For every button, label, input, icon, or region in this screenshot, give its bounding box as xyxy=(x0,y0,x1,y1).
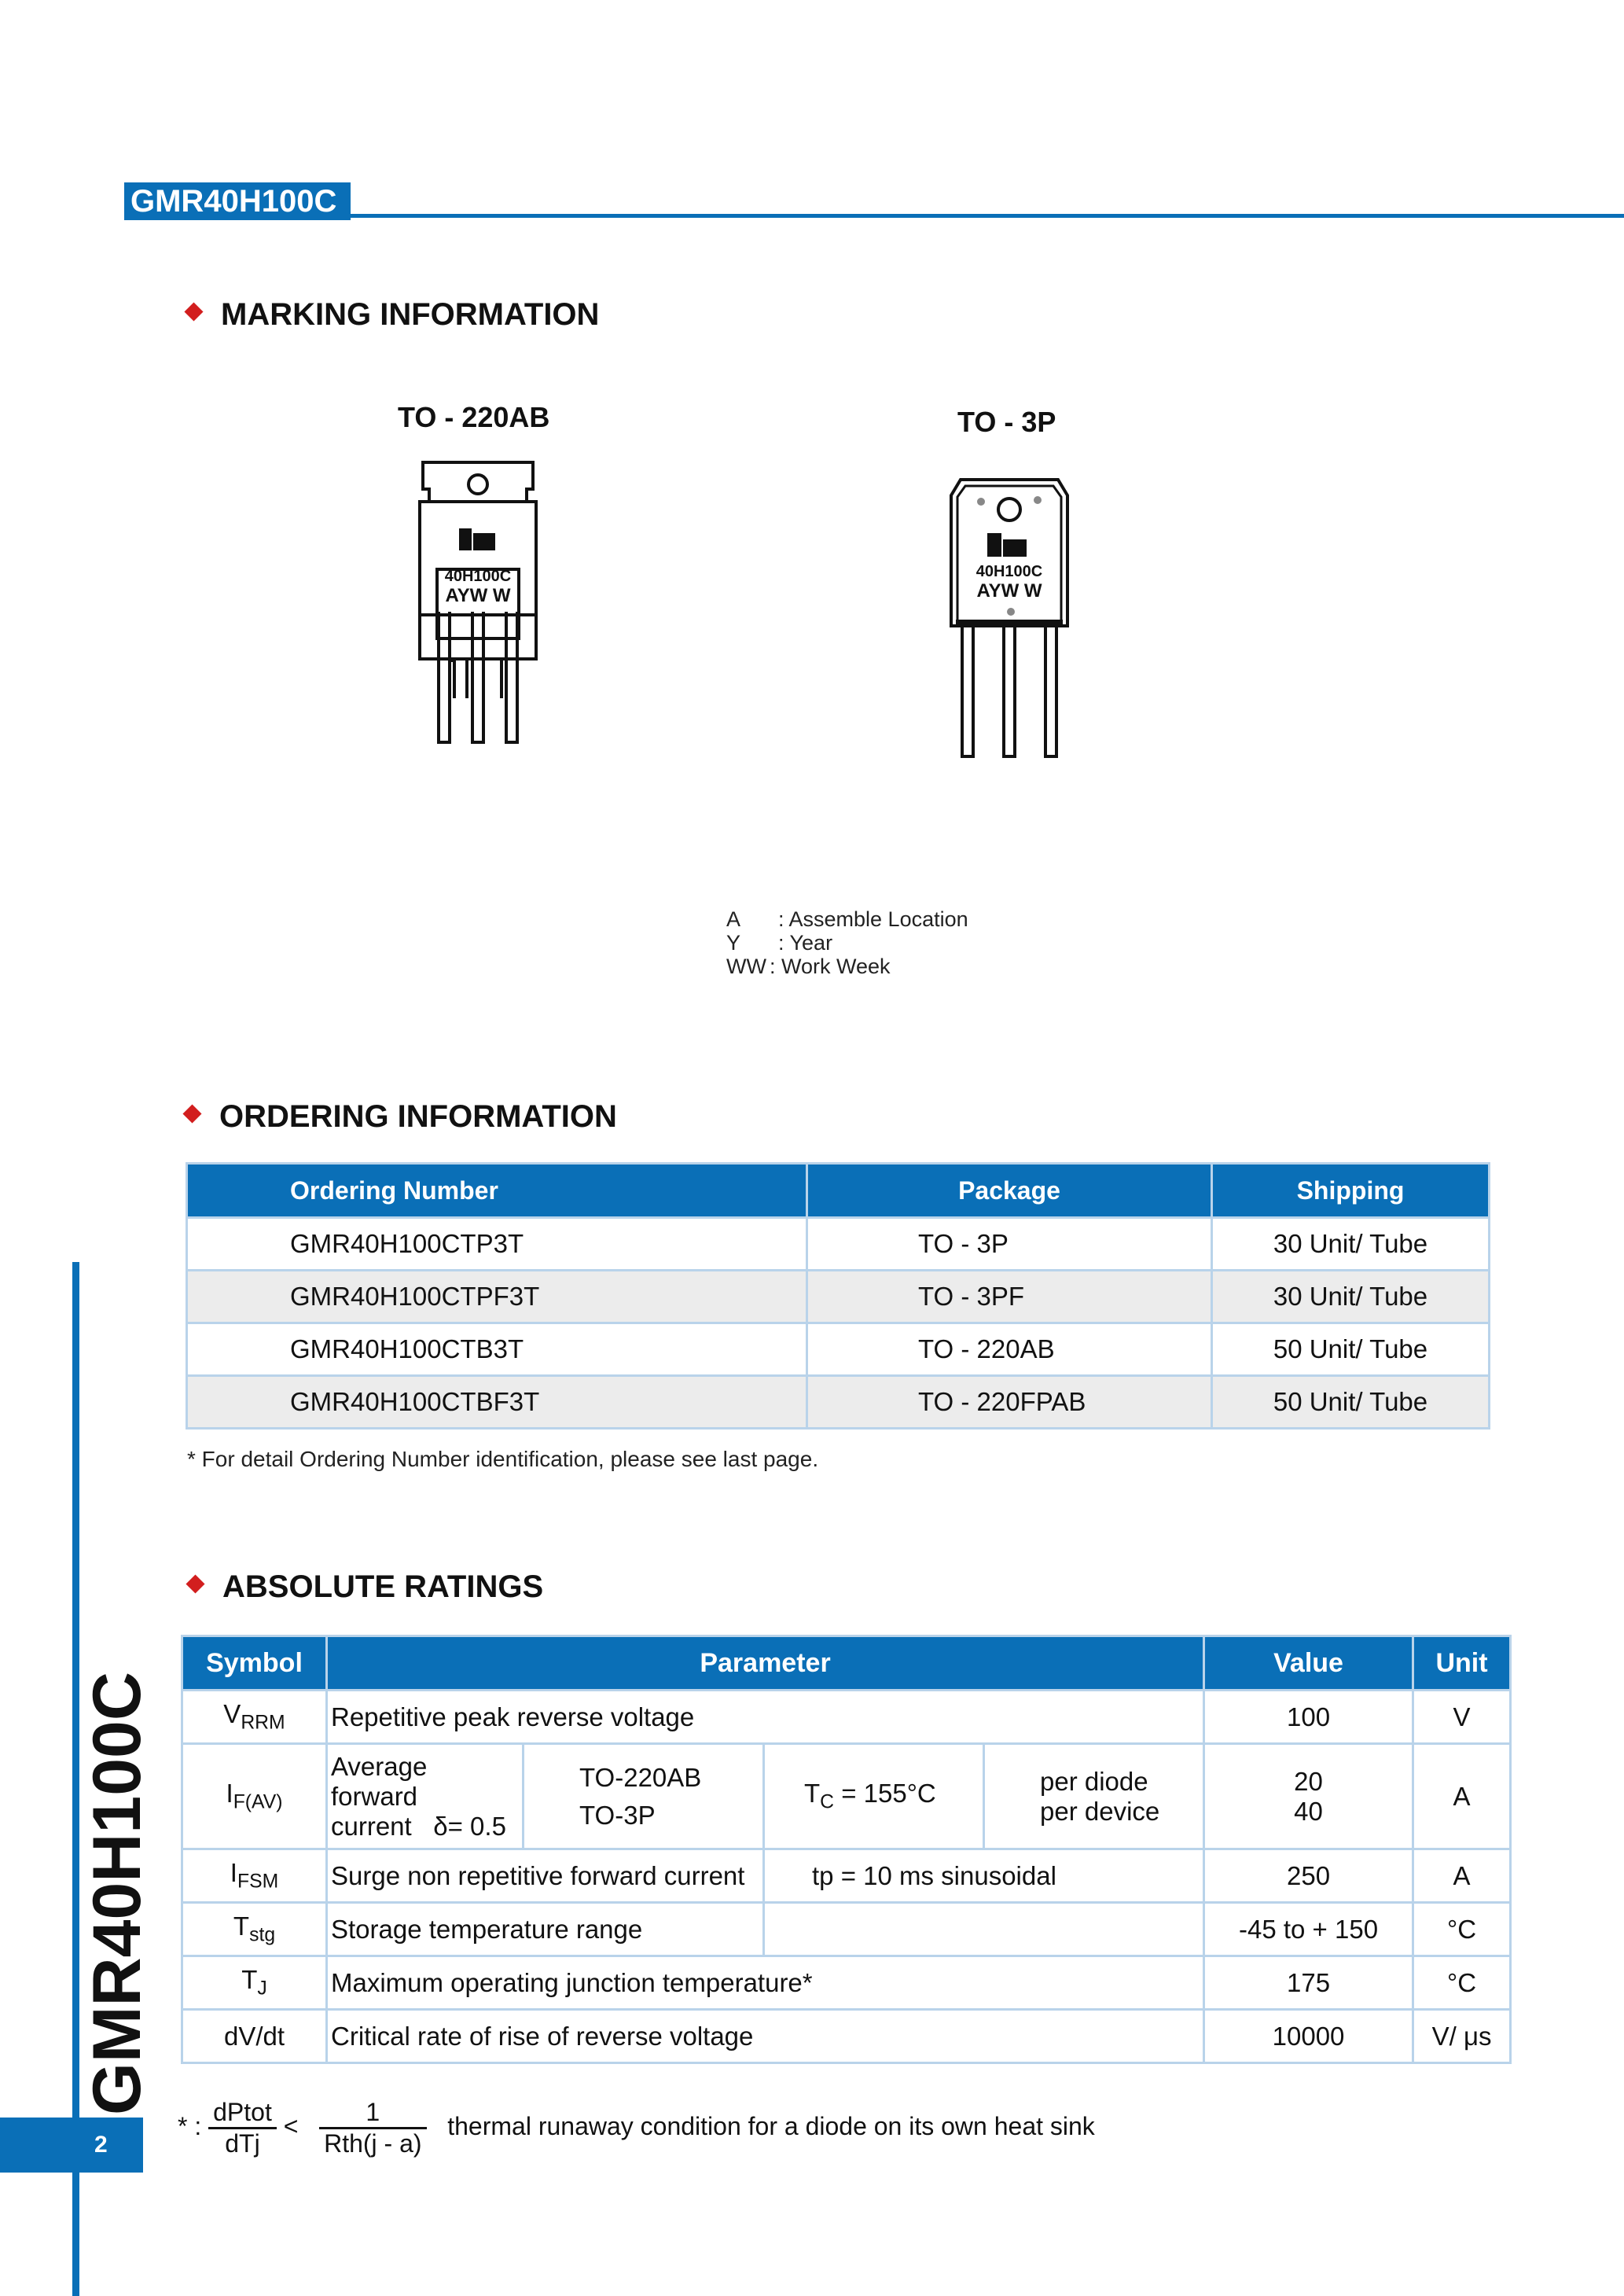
symbol-cell: $I_{F(AV)}$ xyxy=(182,1744,327,1849)
table-row xyxy=(182,1956,1511,2010)
col-package: Package xyxy=(807,1164,1212,1218)
condition-cell xyxy=(764,1903,1204,1956)
shipping-cell: 30 Unit/ Tube xyxy=(1212,1271,1490,1323)
unit-cell: A xyxy=(1413,1744,1511,1849)
package-label-to220ab: TO - 220AB xyxy=(398,401,550,433)
per-line: per device xyxy=(1040,1796,1160,1826)
package-line: TO-3P xyxy=(579,1800,656,1830)
parameter-cell: Surge non repetitive forward current xyxy=(327,1849,764,1903)
value-line: 20 xyxy=(1294,1766,1323,1796)
to3p-marking-line1: 40H100C xyxy=(976,563,1043,580)
per-condition-cell xyxy=(984,1744,1204,1849)
marking-heading: MARKING INFORMATION xyxy=(187,297,599,333)
package-label-to3p: TO - 3P xyxy=(957,406,1056,438)
package-cell: TO - 220FPAB xyxy=(807,1376,1212,1429)
table-row xyxy=(182,1849,1511,1903)
value-cell xyxy=(1204,1744,1413,1849)
symbol-cell: $V_{RRM}$ xyxy=(182,1691,327,1744)
parameter-cell: Critical rate of rise of reverse voltage xyxy=(327,2010,1204,2063)
package-cell: TO - 220AB xyxy=(807,1323,1212,1376)
shipping-cell: 50 Unit/ Tube xyxy=(1212,1323,1490,1376)
legend-item: Y : Year xyxy=(726,931,833,955)
ordering-header-row xyxy=(187,1164,1490,1218)
per-line: per diode xyxy=(1040,1766,1148,1796)
bullet-diamond-icon xyxy=(184,302,203,321)
table-row xyxy=(187,1376,1490,1429)
ordering-number-cell: GMR40H100CTP3T xyxy=(187,1218,807,1271)
fraction-numerator: 1 xyxy=(319,2098,426,2129)
unit-cell: A xyxy=(1413,1849,1511,1903)
col-shipping: Shipping xyxy=(1212,1164,1490,1218)
fraction-numerator: dPtot xyxy=(208,2098,277,2129)
value-cell: 175 xyxy=(1204,1956,1413,2010)
table-row xyxy=(182,2010,1511,2063)
parameter-line: current δ= 0.5 xyxy=(331,1811,506,1841)
ordering-number-cell: GMR40H100CTB3T xyxy=(187,1323,807,1376)
unit-cell: °C xyxy=(1413,1956,1511,2010)
shipping-cell: 30 Unit/ Tube xyxy=(1212,1218,1490,1271)
parameter-line: Average forward xyxy=(331,1751,428,1811)
to220ab-marking-line1: 40H100C xyxy=(444,568,512,585)
table-row xyxy=(187,1218,1490,1271)
package-cell: TO - 3P xyxy=(807,1218,1212,1271)
symbol-cell: $I_{FSM}$ xyxy=(182,1849,327,1903)
fraction-rth xyxy=(319,2098,426,2158)
condition-cell: tp = 10 ms sinusoidal xyxy=(764,1849,1204,1903)
parameter-cell: Maximum operating junction temperature* xyxy=(327,1956,1204,2010)
value-cell: -45 to + 150 xyxy=(1204,1903,1413,1956)
package-cell: TO - 3PF xyxy=(807,1271,1212,1323)
shipping-cell: 50 Unit/ Tube xyxy=(1212,1376,1490,1429)
legend-item: WW : Work Week xyxy=(726,955,891,978)
table-row xyxy=(182,1903,1511,1956)
unit-cell: V xyxy=(1413,1691,1511,1744)
vertical-part-number: GMR40H100C xyxy=(79,1672,155,2115)
ordering-heading: ORDERING INFORMATION xyxy=(186,1099,617,1135)
marking-legend xyxy=(726,907,968,978)
col-parameter: Parameter xyxy=(327,1636,1204,1691)
table-row xyxy=(182,1744,1511,1849)
col-symbol: Symbol xyxy=(182,1636,327,1691)
col-ordering-number: Ordering Number xyxy=(187,1164,807,1218)
unit-cell: V/ μs xyxy=(1413,2010,1511,2063)
symbol-cell: $T_J$ xyxy=(182,1956,327,2010)
value-line: 40 xyxy=(1294,1796,1323,1826)
temperature-condition-cell: $T_C = 155^\circ C$ xyxy=(764,1744,984,1849)
parameter-cell: Repetitive peak reverse voltage xyxy=(327,1691,1204,1744)
ordering-table xyxy=(186,1162,1490,1429)
legend-item: A : Assemble Location xyxy=(726,907,968,931)
ordering-number-cell: GMR40H100CTBF3T xyxy=(187,1376,807,1429)
less-than-sign: < xyxy=(283,2111,299,2140)
value-cell: 10000 xyxy=(1204,2010,1413,2063)
fraction-dptot-dtj xyxy=(208,2098,277,2158)
value-cell: 250 xyxy=(1204,1849,1413,1903)
value-cell: 100 xyxy=(1204,1691,1413,1744)
parameter-cell xyxy=(327,1744,524,1849)
ratings-header-row xyxy=(182,1636,1511,1691)
symbol-cell: dV/dt xyxy=(182,2010,327,2063)
to220ab-package-drawing xyxy=(415,458,541,756)
ratings-heading: ABSOLUTE RATINGS xyxy=(189,1569,543,1605)
symbol-cell: $T_{stg}$ xyxy=(182,1903,327,1956)
ordering-note: * For detail Ordering Number identification, please see last page. xyxy=(187,1447,819,1471)
footnote-text: thermal runaway condition for a diode on its own heat sink xyxy=(447,2111,1095,2140)
bullet-diamond-icon xyxy=(186,1574,204,1593)
page-number: 2 xyxy=(0,2118,143,2173)
thermal-runaway-footnote xyxy=(178,2098,1095,2158)
bullet-diamond-icon xyxy=(182,1104,201,1123)
header-title: GMR40H100C xyxy=(124,182,351,220)
table-row xyxy=(187,1323,1490,1376)
footnote-prefix: * : xyxy=(178,2111,202,2140)
parameter-cell: Storage temperature range xyxy=(327,1903,764,1956)
package-line: TO-220AB xyxy=(579,1762,702,1792)
ordering-number-cell: GMR40H100CTPF3T xyxy=(187,1271,807,1323)
package-condition-cell xyxy=(524,1744,764,1849)
unit-cell: °C xyxy=(1413,1903,1511,1956)
col-value: Value xyxy=(1204,1636,1413,1691)
to3p-package-drawing xyxy=(946,472,1072,771)
fraction-denominator: dTj xyxy=(225,2129,260,2158)
table-row xyxy=(182,1691,1511,1744)
col-unit: Unit xyxy=(1413,1636,1511,1691)
table-row xyxy=(187,1271,1490,1323)
to220ab-marking-line2: AYW W xyxy=(445,585,511,606)
absolute-ratings-table xyxy=(181,1635,1512,2064)
to3p-marking-line2: AYW W xyxy=(976,580,1042,602)
fraction-denominator: Rth(j - a) xyxy=(324,2129,422,2158)
